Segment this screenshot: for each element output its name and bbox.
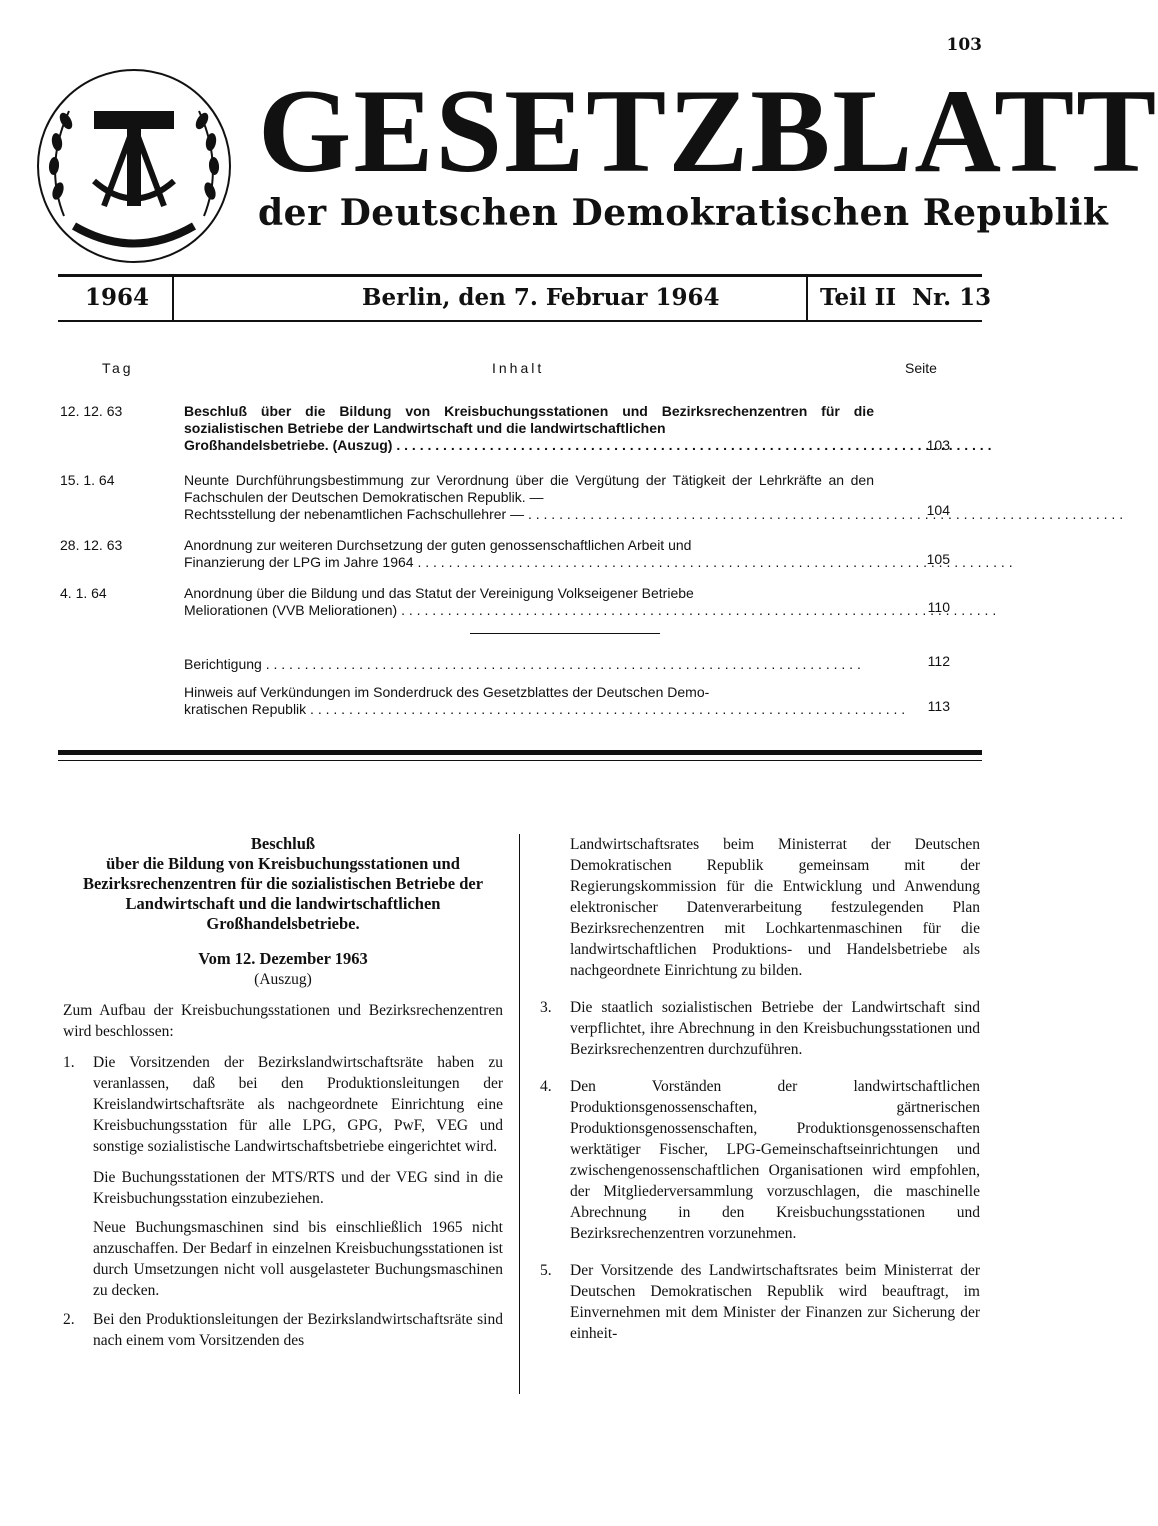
toc-entry-date: 28. 12. 63 <box>60 537 123 553</box>
state-emblem-icon <box>34 66 234 266</box>
toc-header-date: Tag <box>102 360 134 376</box>
toc-entry-title: Neunte Durchführungsbestimmung zur Verordnung über die Vergütung der Tätigkeit der Lehrkräfte an den Fachschulen der Deutschen Demokratischen Republik. — Rechtsstellung der nebenamtlichen Fachschullehrer — . . . <box>184 472 874 523</box>
article-subparagraph: Neue Buchungsmaschinen sind bis einschließlich 1965 nicht anzuschaffen. Der Bedarf in einzelnen Kreisbuchungsstationen ist durch Umsetzungen nicht voll ausgelasteter Buchungsmaschinen zu decken. <box>93 1219 503 1299</box>
toc-extra-page: 112 <box>927 653 950 669</box>
issue-year: 1964 <box>85 284 150 311</box>
section-separator-thick <box>58 750 982 755</box>
header-divider <box>172 276 174 322</box>
article-item: 5. Der Vorsitzende des Landwirtschaftsrates beim Ministerrat der Deutschen Demokratischen Republik wird beauftragt, im Einvernehmen mit dem Minister der Finanzen zur Sicherung der einheit- <box>540 1262 980 1342</box>
toc-extra-page: 113 <box>927 698 950 714</box>
masthead-subtitle: der Deutschen Demokratischen Republik <box>258 192 1109 234</box>
article-item-continuation: Landwirtschaftsrates beim Ministerrat der Deutschen Demokratischen Republik gemeinsam mit der Regierungskommission für die Entwicklung und Anwendung elektronischer Datenverarbeitung festzulegenden Plan Bezirksrechenzentren mit Lochkartenmaschinen für die landwirtschaftlichen Produktions- und Handelsbetriebe als nachgeordnete Einrichtung zu bilden. <box>570 836 980 979</box>
masthead-title: GESETZBLATT <box>258 64 1158 197</box>
article-item: 4. Den Vorständen der landwirtschaftlichen Produktionsgenossenschaften, gärtnerischen Produktionsgenossenschaften, Produktionsgenossenschaften werktätiger Fischer, LPG-Gemeinschaftseinrichtungen und zwischengenossenschaftlichen Organisationen wird empfohlen, der Mitgliederversammlung vorzuschlagen, die maschinelle Abrechnung in den Kreisbuchungsstationen und Bezirksrechenzentren vorzunehmen. <box>540 1078 980 1242</box>
article-date: Vom 12. Dezember 1963 <box>198 949 368 968</box>
article-item: 1. Die Vorsitzenden der Bezirkslandwirtschaftsräte haben zu veranlassen, daß bei den Produktionsleitungen der Kreislandwirtschaftsräte als nachgeordnete Einrichtung eine Kreisbuchungsstation für alle LPG, GPG, PwF, VEG und sonstige sozialistische Landwirtschaftsbetriebe eingerichtet wird. <box>63 1054 503 1155</box>
toc-entry-page: 105 <box>926 551 950 567</box>
toc-entry-page: 110 <box>927 599 950 615</box>
toc-entry-title-last: Meliorationen (VVB Meliorationen) <box>184 602 398 618</box>
toc-short-rule <box>470 633 660 634</box>
toc-entry-title-last: Großhandelsbetriebe. (Auszug) <box>184 437 393 453</box>
toc-extra-title: Hinweis auf Verkündungen im Sonderdruck des Gesetzblattes der Deutschen Demo- kratischen Republik . . . <box>184 684 874 718</box>
column-divider <box>519 834 520 1394</box>
header-rule-top <box>58 274 982 277</box>
issue-place-date: Berlin, den 7. Februar 1964 <box>362 284 720 311</box>
header-rule-bottom <box>58 320 982 322</box>
toc-extra-title-last: kratischen Republik <box>184 701 307 717</box>
toc-entry-title-last: Rechtsstellung der nebenamtlichen Fachschullehrer — <box>184 506 525 522</box>
toc-extra-title-last: Berichtigung <box>184 656 262 672</box>
article-column-left <box>63 834 503 1361</box>
page-number: 103 <box>946 35 982 55</box>
article-item: 3. Die staatlich sozialistischen Betriebe der Landwirtschaft sind verpflichtet, ihre Abrechnung in den Kreisbuchungsstationen und Bezirksrechenzentren durchzuführen. <box>540 999 980 1058</box>
toc-entry-title: Beschluß über die Bildung von Kreisbuchungsstationen und Bezirksrechenzentren für die sozialistischen Betriebe der Landwirtschaft und die landwirtschaftlichen Großhandelsbetriebe. (Auszug) . . . <box>184 403 874 454</box>
article-item: 2. Bei den Produktionsleitungen der Bezirkslandwirtschaftsräte sind nach einem vom Vorsitzenden des <box>63 1311 503 1349</box>
article-note: (Auszug) <box>254 971 312 988</box>
toc-header-title: Inhalt <box>492 360 545 376</box>
issue-part-number: Teil II Nr. 13 <box>820 284 992 311</box>
toc-entry-date: 12. 12. 63 <box>60 403 123 419</box>
toc-entry-title: Anordnung über die Bildung und das Statut der Vereinigung Volkseigener Betriebe Meliorationen (VVB Meliorationen) . . . <box>184 585 874 619</box>
header-divider <box>806 276 808 322</box>
toc-entry-title: Anordnung zur weiteren Durchsetzung der guten genossenschaftlichen Arbeit und Finanzierung der LPG im Jahre 1964 . . . <box>184 537 874 571</box>
article-heading: Beschluß über die Bildung von Kreisbuchungsstationen und Bezirksrechenzentren für die sozialistischen Betriebe der Landwirtschaft und die landwirtschaftlichen Großhandelsbetriebe. <box>82 834 484 933</box>
toc-entry-title-last: Finanzierung der LPG im Jahre 1964 <box>184 554 414 570</box>
article-column-right <box>540 834 980 1354</box>
article-intro: Zum Aufbau der Kreisbuchungsstationen und Bezirksrechenzentren wird beschlossen: <box>63 1002 503 1040</box>
toc-entry-date: 15. 1. 64 <box>60 472 115 488</box>
article-subparagraph: Die Buchungsstationen der MTS/RTS und der VEG sind in die Kreisbuchungsstation einzubeziehen. <box>93 1169 503 1207</box>
toc-entry-page: 104 <box>926 502 950 518</box>
section-separator-thin <box>58 760 982 761</box>
toc-entry-date: 4. 1. 64 <box>60 585 107 601</box>
toc-entry-page: 103 <box>926 437 950 453</box>
toc-header-page: Seite <box>905 360 937 376</box>
toc-extra-title <box>184 656 874 673</box>
